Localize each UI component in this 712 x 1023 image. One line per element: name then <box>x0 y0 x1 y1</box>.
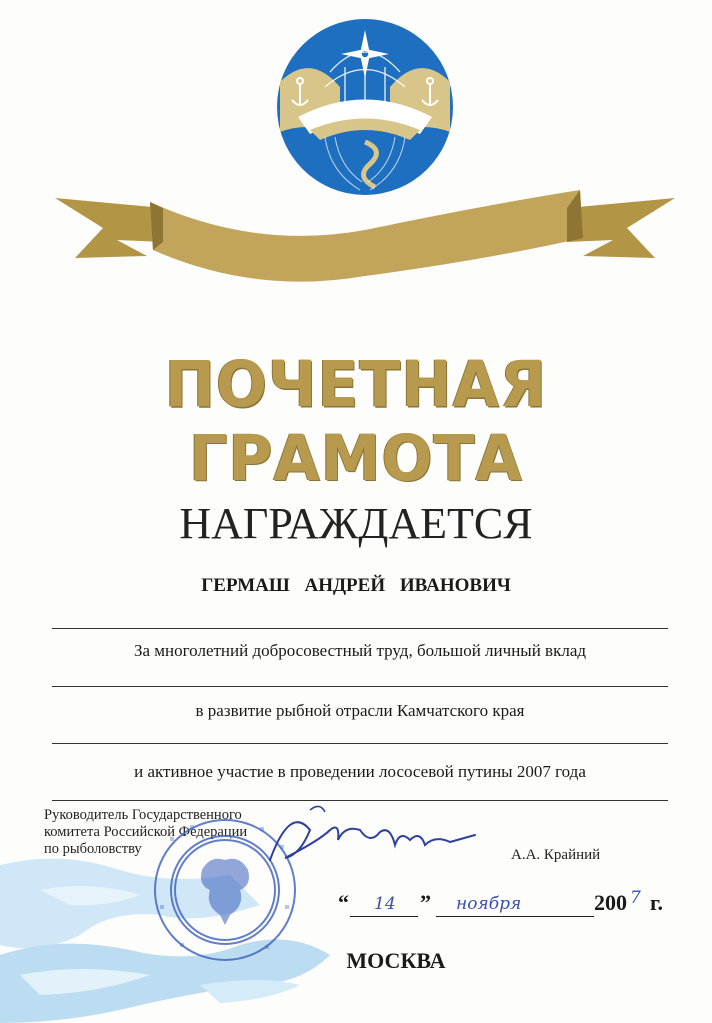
signatory-position-line: по рыболовству <box>44 841 142 857</box>
ribbon-banner <box>55 180 675 300</box>
signer-name: А.А. Крайний <box>511 847 601 863</box>
divider-line <box>52 628 668 629</box>
date-year-digit-handwritten: 7 <box>630 888 641 908</box>
awarded-heading: НАГРАЖДАЕТСЯ <box>179 499 533 548</box>
citation-line-2: в развитие рыбной отрасли Камчатского края <box>195 701 525 720</box>
emblem <box>270 12 460 202</box>
divider-line <box>52 743 668 744</box>
date-line <box>338 890 678 920</box>
certificate-title: ПОЧЕТНАЯ ГРАМОТА <box>164 348 548 496</box>
recipient-name: ГЕРМАШ АНДРЕЙ ИВАНОВИЧ <box>201 575 511 596</box>
date-close-quote: ” <box>420 890 431 915</box>
signatory-position-line: Руководитель Государственного <box>44 807 242 823</box>
city-name: МОСКВА <box>346 948 446 973</box>
date-month-underline <box>436 916 594 917</box>
date-day-underline <box>350 916 418 917</box>
date-year-suffix: г. <box>650 890 664 915</box>
signatory-position-line: комитета Российской Федерации <box>44 824 248 840</box>
date-open-quote: “ <box>338 890 349 915</box>
date-month-handwritten: ноября <box>456 894 522 914</box>
date-year-printed: 200 <box>594 890 627 915</box>
citation-line-3: и активное участие в проведении лососевой путины 2007 года <box>134 762 586 781</box>
divider-line <box>52 686 668 687</box>
handwritten-signature <box>250 800 480 880</box>
citation-line-1: За многолетний добросовестный труд, большой личный вклад <box>133 641 587 660</box>
date-day-handwritten: 14 <box>374 894 396 914</box>
